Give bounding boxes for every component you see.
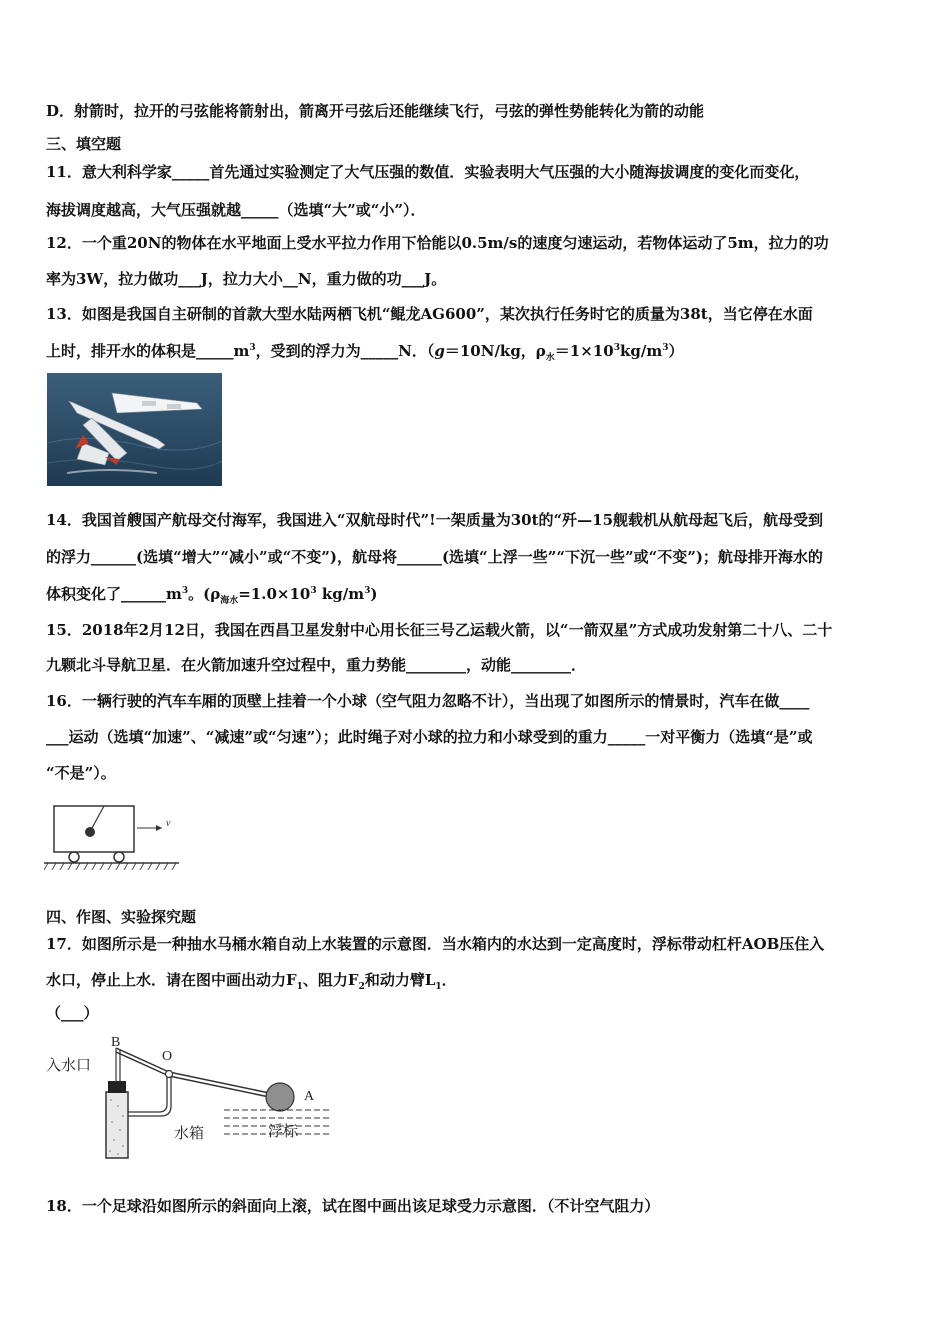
q13-line-2: 上时，排开水的体积是$\_\_\_\_\_m^3$，受到的浮力为_____N．（g＝10N/kg，$\rho_水=1\times 10^3kg/m^3$） (46, 342, 684, 363)
label-o: O (162, 1049, 173, 1064)
q13-line-1: 13．如图是我国自主研制的首款大型水陆两栖飞机“鲲龙AG600”，某次执行任务时它的质量为38t，当它停在水面 (46, 305, 813, 323)
q11-line-2: 海拔调度越高，大气压强就越_____（选填“大”或“小”）． (46, 201, 426, 219)
q14-line-3: 体积变化了$\_\_\_\_\_\_m^3$。($\rho_{海水}=1.0\times 10^3$ $kg/m^3$) (46, 585, 378, 606)
q12-line-2: 率为3W，拉力做功___J，拉力大小__N，重力做的功___J。 (46, 270, 447, 288)
q17-line-1: 17．如图所示是一种抽水马桶水箱自动上水装置的示意图．当水箱内的水达到一定高度时，浮标带动杠杆AOB压住入 (46, 935, 825, 953)
label-tank: 水箱 (174, 1124, 205, 1142)
q16-line-3: “不是”）。 (46, 764, 116, 782)
q16-line-1: 16．一辆行驶的汽车车厢的顶壁上挂着一个小球（空气阻力忽略不计），当出现了如图所示的情景时，汽车在做____ (46, 692, 810, 710)
option-d: D．射箭时，拉开的弓弦能将箭射出，箭离开弓弦后还能继续飞行，弓弦的弹性势能转化为箭的动能 (46, 102, 705, 120)
q17-answer-blank: （___） (46, 1004, 99, 1022)
q15-line-2: 九颗北斗导航卫星．在火箭加速升空过程中，重力势能________，动能________． (46, 656, 587, 674)
seaplane-photo (47, 373, 222, 486)
label-b: B (111, 1035, 121, 1050)
section-fill-blank-heading: 三、填空题 (46, 135, 122, 153)
label-float: 浮标 (268, 1122, 299, 1140)
q16-line-2: ___运动（选填“加速”、“减速”或“匀速”）；此时绳子对小球的拉力和小球受到的重力_____一对平衡力（选填“是”或 (46, 728, 813, 746)
car-pendulum-figure (44, 800, 184, 880)
toilet-tank-lever-figure (44, 1030, 344, 1165)
label-a: A (304, 1089, 315, 1104)
label-inlet: 入水口 (46, 1056, 92, 1074)
velocity-label: v (166, 818, 171, 829)
section-drawing-heading: 四、作图、实验探究题 (46, 908, 197, 926)
q14-line-1: 14．我国首艘国产航母交付海军，我国进入“双航母时代”!一架质量为30t的“歼—15舰载机从航母起飞后，航母受到 (46, 511, 824, 529)
q15-line-1: 15．2018年2月12日，我国在西昌卫星发射中心用长征三号乙运载火箭，以“一箭双星”方式成功发射第二十八、二十 (46, 621, 833, 639)
q18-line: 18．一个足球沿如图所示的斜面向上滚，试在图中画出该足球受力示意图．（不计空气阻力） (46, 1197, 660, 1215)
q11-line-1: 11．意大利科学家_____首先通过实验测定了大气压强的数值．实验表明大气压强的大小随海拔调度的变化而变化， (46, 163, 810, 181)
q12-line-1: 12．一个重20N的物体在水平地面上受水平拉力作用下恰能以0.5m/s的速度匀速运动，若物体运动了5m，拉力的功 (46, 234, 829, 252)
q17-line-2: 水口，停止上水．请在图中画出动力$F_1$、阻力$F_2$和动力臂$L_1$． (46, 971, 457, 992)
q14-line-2: 的浮力______(选填“增大”“减小”或“不变”)，航母将______(选填“上浮一些”“下沉一些”或“不变”)；航母排开海水的 (46, 548, 823, 566)
